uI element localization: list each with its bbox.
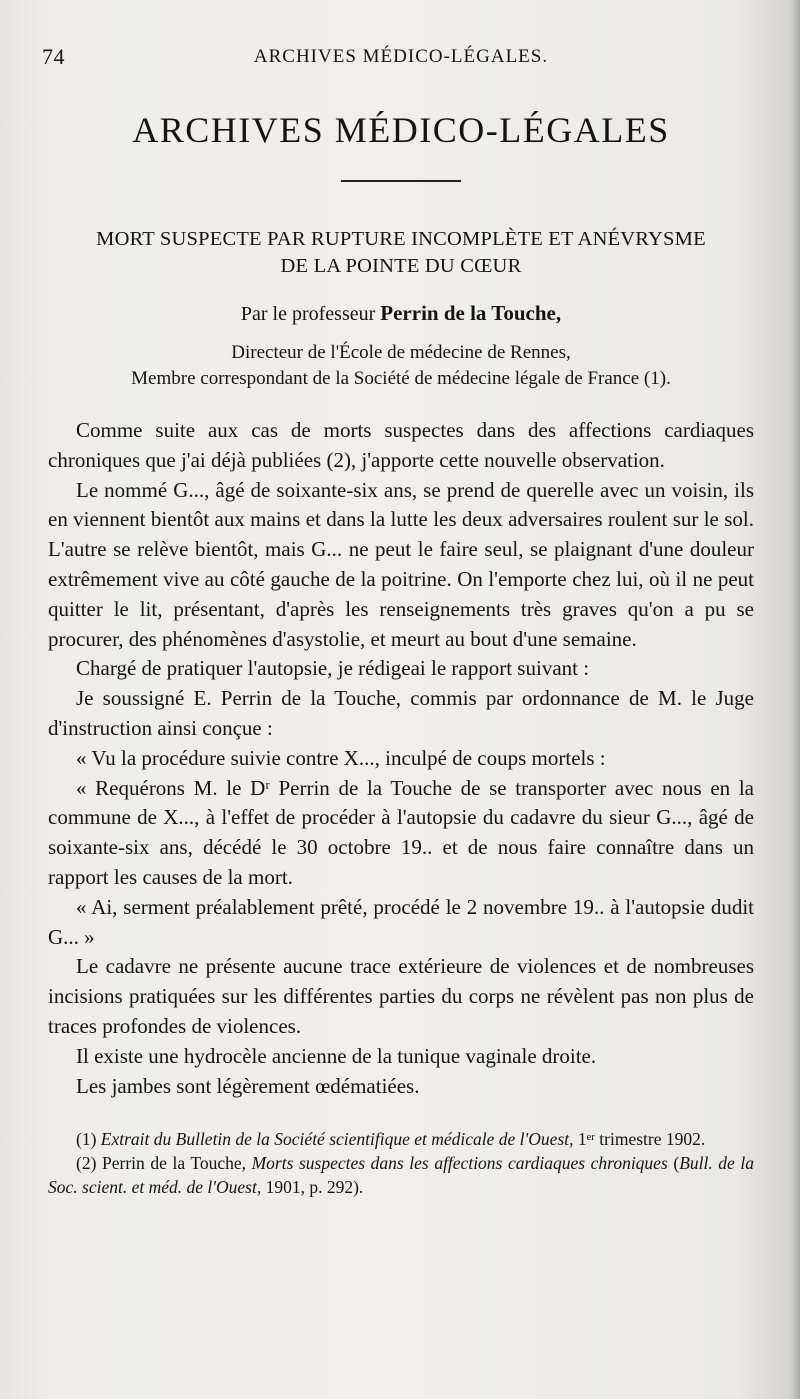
article-body [48, 416, 754, 1101]
author-affiliation [48, 340, 754, 392]
byline-prefix: Par le professeur [240, 303, 376, 325]
footnote-1-source: Extrait du Bulletin de la Société scientifique et médicale de l'Ouest, [100, 1129, 574, 1150]
journal-title: ARCHIVES MÉDICO-LÉGALES [132, 110, 670, 150]
running-title: ARCHIVES MÉDICO-LÉGALES. [253, 46, 549, 67]
page-number: 74 [42, 44, 65, 69]
article-title [48, 226, 754, 280]
body-paragraph: Comme suite aux cas de morts suspectes dans des affections cardiaques chroniques que j'ai déjà publiées (2), j'apporte cette nouvelle observation. [48, 418, 754, 472]
body-paragraph: Je soussigné E. Perrin de la Touche, commis par ordonnance de M. le Juge d'instruction ainsi conçue : [48, 686, 754, 740]
body-paragraph: « Requérons M. le Dʳ Perrin de la Touche de se transporter avec nous en la commune de X..., à l'effet de procéder à l'autopsie du cadavre du sieur G..., âgé de soixante-six ans, décédé le 30 octobre 19.. et de nous faire connaître dans un rapport les causes de la mort. [48, 775, 754, 889]
footnote-2-paren: ( [673, 1153, 680, 1174]
author-name: Perrin de la Touche, [380, 301, 562, 325]
body-paragraph: Chargé de pratiquer l'autopsie, je rédigeai le rapport suivant : [76, 656, 590, 681]
article-title-line-2: DE LA POINTE DU CŒUR [280, 255, 522, 277]
body-paragraph: Il existe une hydrocèle ancienne de la tunique vaginale droite. [76, 1043, 597, 1068]
affiliation-line-1: Directeur de l'École de médecine de Rennes, [231, 342, 571, 363]
footnote-2-ref: 1901, p. 292). [265, 1177, 364, 1198]
footnote-1 [48, 1127, 754, 1151]
footnote-2-number: (2) [76, 1153, 97, 1174]
article-title-line-1: MORT SUSPECTE PAR RUPTURE INCOMPLÈTE ET ANÉVRYSME [96, 228, 706, 250]
footnote-2-author: Perrin de la Touche, [102, 1153, 246, 1174]
footnote-2-title: Morts suspectes dans les affections cardiaques chroniques [251, 1153, 668, 1174]
body-paragraph: « Vu la procédure suivie contre X..., inculpé de coups mortels : [76, 745, 606, 770]
footnote-2 [48, 1151, 754, 1199]
body-paragraph: Le nommé G..., âgé de soixante-six ans, se prend de querelle avec un voisin, ils en viennent bientôt aux mains et dans la lutte les deux adversaires roulent sur le sol. L'autre se relève bientôt, mais G... ne peut le faire seul, se plaignant d'une douleur extrêmement vive au côté gauche de la poitrine. On l'emporte chez lui, où il ne peut quitter le lit, présentant, d'après les renseignements très graves qu'on a pu se procurer, des phénomènes d'asystolie, et meurt au bout d'une semaine. [48, 477, 754, 651]
body-paragraph: Les jambes sont légèrement œdématiées. [76, 1073, 420, 1098]
footnote-1-number: (1) [76, 1129, 97, 1150]
footnote-2-source: Bull. de la Soc. scient. et méd. de l'Ouest, [48, 1153, 755, 1198]
footnotes [48, 1127, 754, 1199]
body-paragraph: Le cadavre ne présente aucune trace extérieure de violences et de nombreuses incisions pratiquées sur les différentes parties du corps ne révèlent pas non plus de traces profondes de violences. [48, 954, 754, 1038]
affiliation-line-2: Membre correspondant de la Société de médecine légale de France (1). [131, 368, 671, 389]
byline [48, 300, 754, 328]
title-rule [341, 180, 461, 182]
running-head [42, 36, 754, 76]
page-content [42, 36, 755, 1199]
body-paragraph: « Ai, serment préalablement prêté, procédé le 2 novembre 19.. à l'autopsie dudit G... » [48, 894, 754, 949]
footnote-1-date: 1ᵉʳ trimestre 1902. [577, 1129, 706, 1150]
page-binding-shadow [790, 0, 800, 1399]
